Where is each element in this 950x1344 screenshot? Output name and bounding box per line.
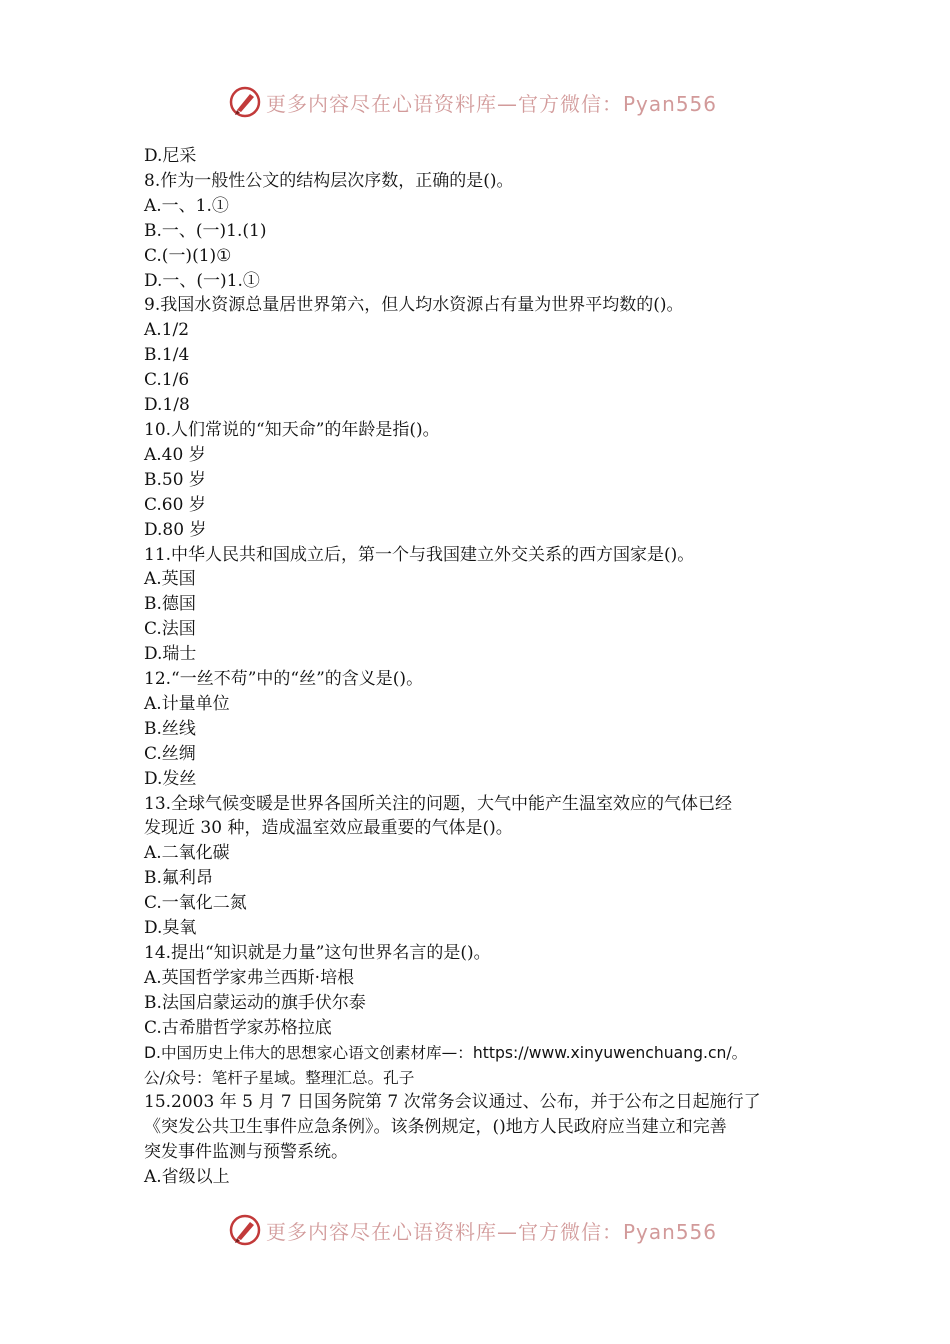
option-line: B.一、(一)1.(1) xyxy=(144,220,267,241)
option-line: A.二氧化碳 xyxy=(144,843,230,864)
option-line: B.50 岁 xyxy=(144,469,206,490)
question-line: 8.作为一般性公文的结构层次序数，正确的是()。 xyxy=(144,170,514,191)
option-line: C.(一)(1)① xyxy=(144,245,232,266)
option-line: C.法国 xyxy=(144,619,196,640)
option-line: D.1/8 xyxy=(144,395,190,416)
pen-logo-icon xyxy=(228,85,262,119)
question-line: 11.中华人民共和国成立后，第一个与我国建立外交关系的西方国家是()。 xyxy=(144,544,695,565)
option-line: A.计量单位 xyxy=(144,693,230,714)
option-line: B.氟利昂 xyxy=(144,868,213,889)
question-line: 发现近 30 种，造成温室效应最重要的气体是()。 xyxy=(144,818,513,839)
option-line: D.一、(一)1.① xyxy=(144,270,260,291)
option-line: A.英国 xyxy=(144,569,196,590)
option-line: A.英国哲学家弗兰西斯·培根 xyxy=(144,967,355,988)
option-line: A.一、1.① xyxy=(144,195,229,216)
watermark-banner-top xyxy=(228,82,728,122)
document-body xyxy=(144,144,814,1190)
option-line: D.瑞士 xyxy=(144,644,197,665)
question-line: 9.我国水资源总量居世界第六，但人均水资源占有量为世界平均数的()。 xyxy=(144,295,684,316)
option-line: B.法国启蒙运动的旗手伏尔泰 xyxy=(144,992,366,1013)
option-line: C.1/6 xyxy=(144,370,190,391)
option-line: C.60 岁 xyxy=(144,494,206,515)
option-line: B.丝线 xyxy=(144,718,196,739)
question-line: 《突发公共卫生事件应急条例》。该条例规定，()地方人民政府应当建立和完善 xyxy=(144,1117,727,1138)
option-line: D.中国历史上伟大的思想家心语文创素材库—：https://www.xinyuwenchuang.cn/。 xyxy=(144,1043,748,1062)
pen-logo-icon xyxy=(228,1213,262,1247)
option-line: C.一氧化二氮 xyxy=(144,893,247,914)
question-line: 15.2003 年 5 月 7 日国务院第 7 次常务会议通过、公布，并于公布之日起施行了 xyxy=(144,1092,761,1113)
option-line: D.发丝 xyxy=(144,768,197,789)
option-line: A.1/2 xyxy=(144,320,190,341)
question-line: 12.“一丝不苟”中的“丝”的含义是()。 xyxy=(144,669,424,690)
option-line: A.省级以上 xyxy=(144,1167,230,1188)
question-line: 突发事件监测与预警系统。 xyxy=(144,1142,348,1163)
option-line: B.德国 xyxy=(144,594,196,615)
option-line: C.丝绸 xyxy=(144,743,196,764)
promo-line: 公/众号：笔杆子星域。整理汇总。孔子 xyxy=(144,1068,415,1087)
watermark-text: 更多内容尽在心语资料库—官方微信：Pyan556 xyxy=(266,91,718,116)
option-line: D.尼采 xyxy=(144,146,197,166)
option-line: D.臭氧 xyxy=(144,918,197,939)
question-line: 14.提出“知识就是力量”这句世界名言的是()。 xyxy=(144,943,491,963)
question-line: 10.人们常说的“知天命”的年龄是指()。 xyxy=(144,419,440,440)
option-line: B.1/4 xyxy=(144,345,190,366)
watermark-text: 更多内容尽在心语资料库—官方微信：Pyan556 xyxy=(266,1219,718,1244)
option-line: C.古希腊哲学家苏格拉底 xyxy=(144,1017,332,1038)
watermark-banner-bottom xyxy=(228,1210,728,1250)
question-line: 13.全球气候变暖是世界各国所关注的问题，大气中能产生温室效应的气体已经 xyxy=(144,793,733,814)
option-line: D.80 岁 xyxy=(144,519,207,540)
option-line: A.40 岁 xyxy=(144,444,206,465)
